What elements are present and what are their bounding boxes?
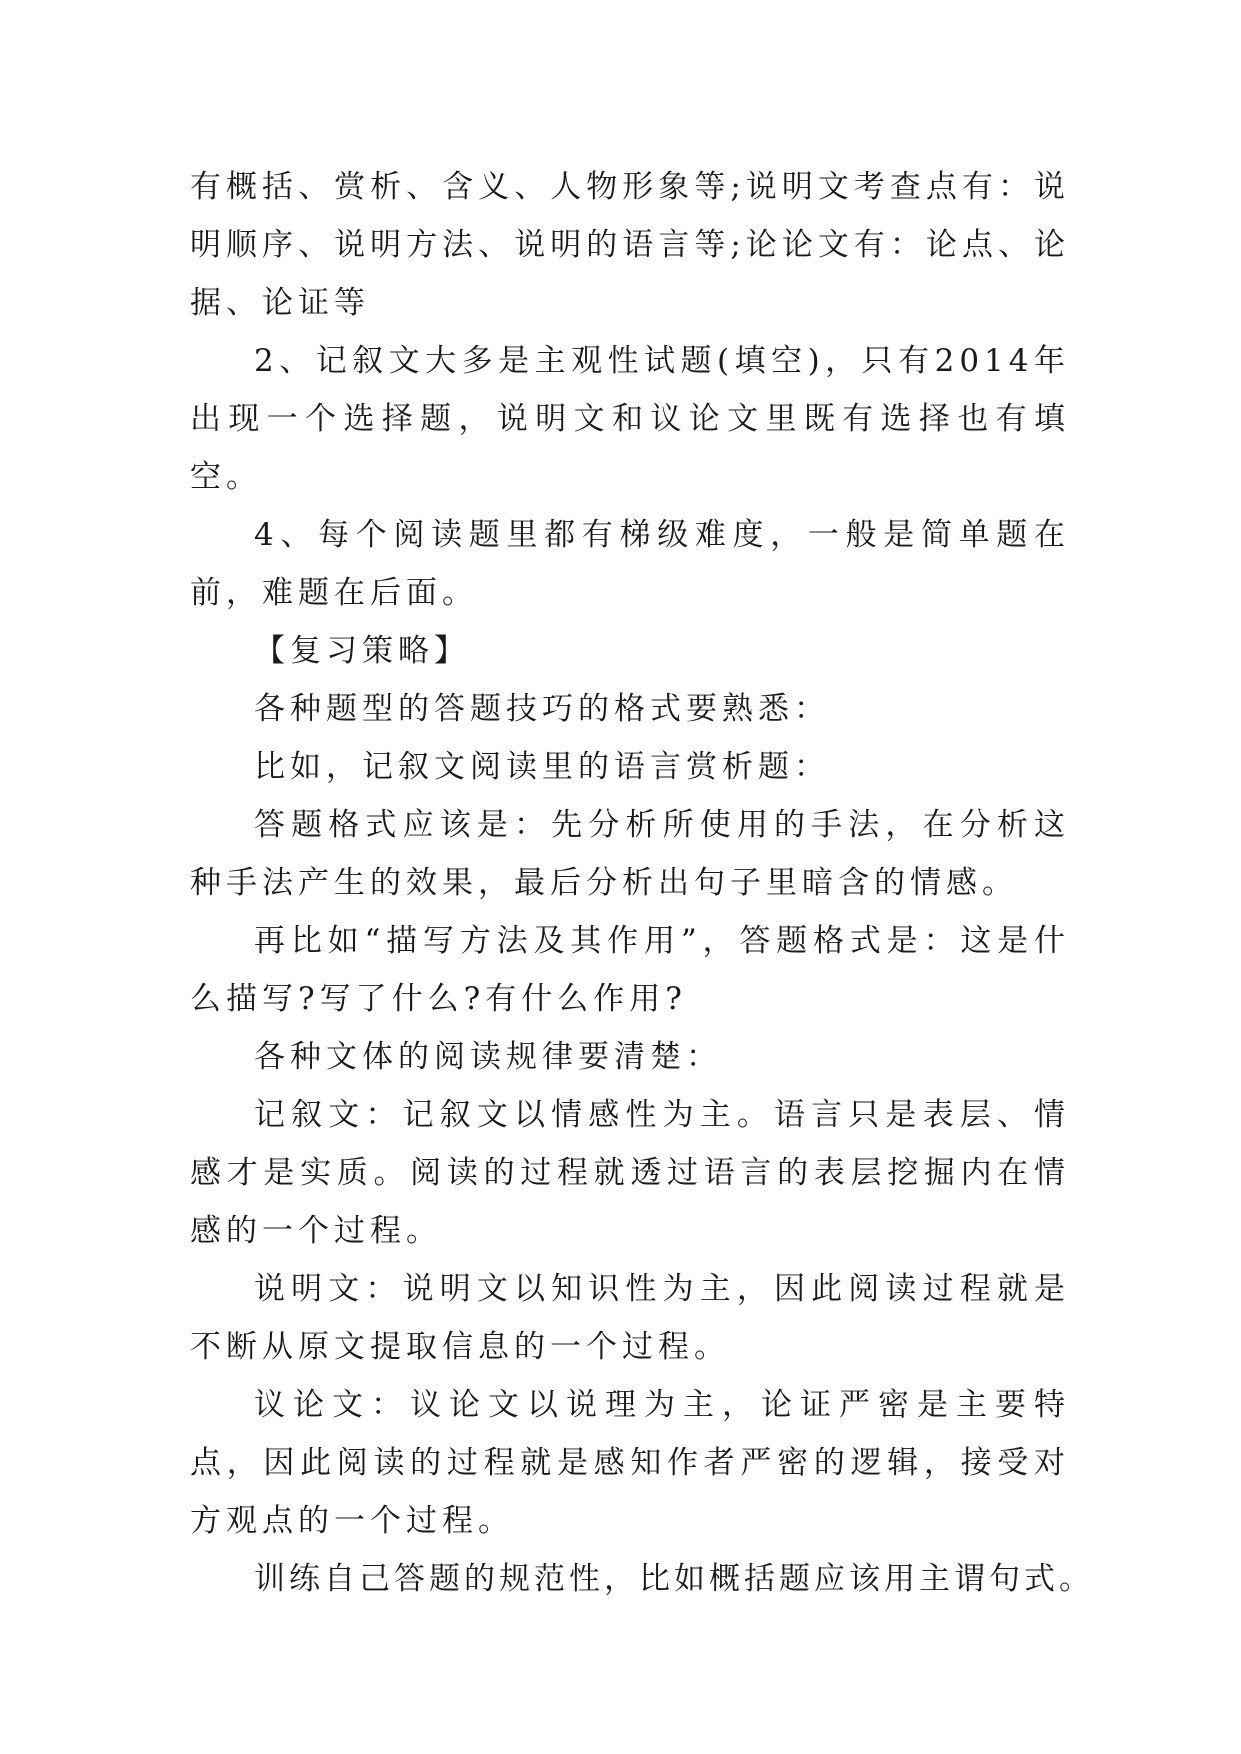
paragraph-item-4: 4、每个阅读题里都有梯级难度，一般是简单题在前，难题在后面。 xyxy=(190,517,1070,611)
paragraph-item-2: 2、记叙文大多是主观性试题(填空)，只有2014年出现一个选择题，说明文和议论文里既有选择也有填空。 xyxy=(190,343,1070,495)
document-body xyxy=(190,158,1094,1608)
paragraph-reading-rules: 各种文体的阅读规律要清楚： xyxy=(254,1039,722,1075)
section-heading-review-strategy: 【复习策略】 xyxy=(254,633,470,669)
paragraph-format-familiar: 各种题型的答题技巧的格式要熟悉： xyxy=(254,691,830,727)
paragraph-expository: 说明文：说明文以知识性为主，因此阅读过程就是不断从原文提取信息的一个过程。 xyxy=(190,1271,1070,1365)
paragraph-question-types: 有概括、赏析、含义、人物形象等;说明文考查点有：说明顺序、说明方法、说明的语言等;论论文有：论点、论据、论证等 xyxy=(190,169,1070,321)
paragraph-answer-format: 答题格式应该是：先分析所使用的手法，在分析这种手法产生的效果，最后分析出句子里暗含的情感。 xyxy=(190,807,1070,901)
paragraph-example-language: 比如，记叙文阅读里的语言赏析题： xyxy=(254,749,830,785)
paragraph-description-method: 再比如“描写方法及其作用”，答题格式是：这是什么描写?写了什么?有什么作用? xyxy=(190,923,1070,1017)
paragraph-narrative: 记叙文：记叙文以情感性为主。语言只是表层、情感才是实质。阅读的过程就透过语言的表层挖掘内在情感的一个过程。 xyxy=(190,1097,1070,1249)
paragraph-argumentative: 议论文：议论文以说理为主，论证严密是主要特点，因此阅读的过程就是感知作者严密的逻辑，接受对方观点的一个过程。 xyxy=(190,1387,1070,1539)
paragraph-training: 训练自己答题的规范性，比如概括题应该用主谓句式。 xyxy=(254,1561,1094,1597)
